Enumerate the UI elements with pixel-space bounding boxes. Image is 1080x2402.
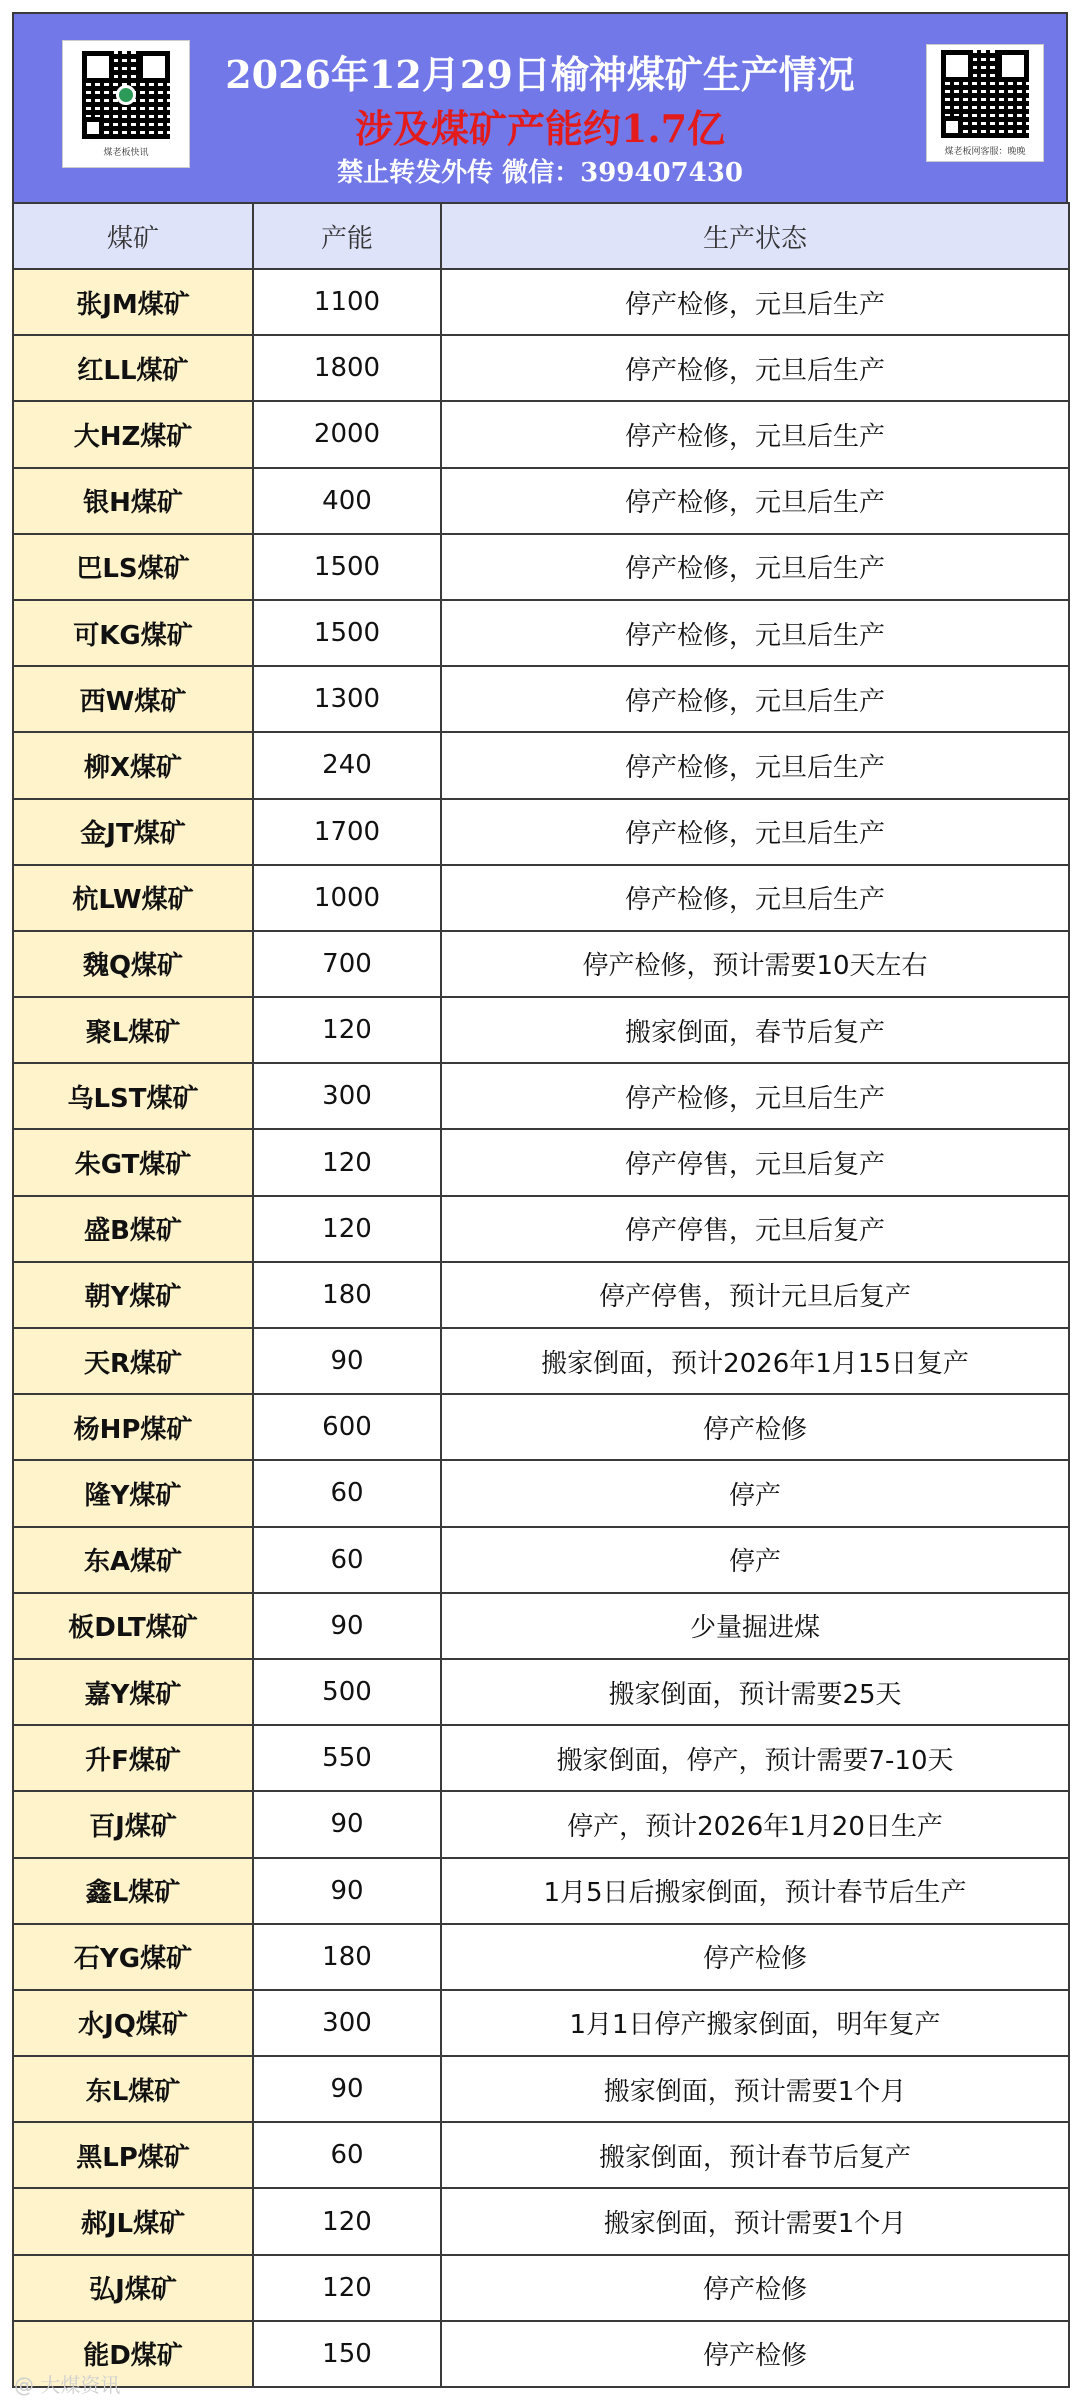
capacity-cell: 1800 [253, 335, 441, 401]
mine-name-cell: 杨HP煤矿 [13, 1394, 253, 1460]
capacity-cell: 1500 [253, 600, 441, 666]
mine-name-cell: 乌LST煤矿 [13, 1063, 253, 1129]
table-row [13, 1129, 1069, 1195]
capacity-cell: 1300 [253, 666, 441, 732]
status-cell: 搬家倒面，停产，预计需要7-10天 [441, 1725, 1069, 1791]
mine-name-cell: 隆Y煤矿 [13, 1460, 253, 1526]
table-row [13, 865, 1069, 931]
capacity-cell: 550 [253, 1725, 441, 1791]
capacity-cell: 60 [253, 1527, 441, 1593]
mine-name-cell: 朱GT煤矿 [13, 1129, 253, 1195]
status-cell: 停产检修，元旦后生产 [441, 1063, 1069, 1129]
table-row [13, 1924, 1069, 1990]
table-row [13, 1394, 1069, 1460]
mine-name-cell: 杭LW煤矿 [13, 865, 253, 931]
table-row [13, 1725, 1069, 1791]
capacity-cell: 90 [253, 2056, 441, 2122]
capacity-cell: 120 [253, 2255, 441, 2321]
table-row [13, 1659, 1069, 1725]
mine-name-cell: 银H煤矿 [13, 468, 253, 534]
status-cell: 搬家倒面，预计需要1个月 [441, 2056, 1069, 2122]
page-notice: 禁止转发外传 微信：399407430 [337, 158, 743, 188]
status-cell: 搬家倒面，预计需要1个月 [441, 2188, 1069, 2254]
table-row [13, 2255, 1069, 2321]
table-row [13, 997, 1069, 1063]
mine-name-cell: 黑LP煤矿 [13, 2122, 253, 2188]
status-cell: 搬家倒面，预计春节后复产 [441, 2122, 1069, 2188]
capacity-cell: 300 [253, 1063, 441, 1129]
mine-name-cell: 东L煤矿 [13, 2056, 253, 2122]
report-header [12, 12, 1068, 202]
status-cell: 搬家倒面，预计需要25天 [441, 1659, 1069, 1725]
mine-name-cell: 柳X煤矿 [13, 732, 253, 798]
column-header-mine: 煤矿 [13, 203, 253, 269]
capacity-cell: 120 [253, 1129, 441, 1195]
table-row [13, 1196, 1069, 1262]
watermark: @ 大煤资讯 [14, 2373, 121, 2397]
status-cell: 搬家倒面，春节后复产 [441, 997, 1069, 1063]
capacity-cell: 600 [253, 1394, 441, 1460]
mine-name-cell: 升F煤矿 [13, 1725, 253, 1791]
capacity-cell: 1700 [253, 799, 441, 865]
mine-name-cell: 巴LS煤矿 [13, 534, 253, 600]
capacity-cell: 400 [253, 468, 441, 534]
status-cell: 停产检修，元旦后生产 [441, 401, 1069, 467]
capacity-cell: 150 [253, 2321, 441, 2387]
status-cell: 停产检修，元旦后生产 [441, 269, 1069, 335]
capacity-cell: 1000 [253, 865, 441, 931]
capacity-cell: 500 [253, 1659, 441, 1725]
capacity-cell: 1500 [253, 534, 441, 600]
table-row [13, 732, 1069, 798]
qr-code-right [926, 44, 1044, 162]
capacity-cell: 2000 [253, 401, 441, 467]
table-row [13, 401, 1069, 467]
table-row [13, 1460, 1069, 1526]
capacity-cell: 1100 [253, 269, 441, 335]
mine-name-cell: 朝Y煤矿 [13, 1262, 253, 1328]
status-cell: 1月5日后搬家倒面，预计春节后生产 [441, 1858, 1069, 1924]
status-cell: 停产检修，元旦后生产 [441, 666, 1069, 732]
status-cell: 停产检修，元旦后生产 [441, 865, 1069, 931]
table-row [13, 1262, 1069, 1328]
mine-name-cell: 鑫L煤矿 [13, 1858, 253, 1924]
table-row [13, 2122, 1069, 2188]
capacity-cell: 240 [253, 732, 441, 798]
mine-name-cell: 红LL煤矿 [13, 335, 253, 401]
status-cell: 停产检修，元旦后生产 [441, 799, 1069, 865]
status-cell: 停产检修 [441, 1924, 1069, 1990]
table-row [13, 2321, 1069, 2387]
table-row [13, 2188, 1069, 2254]
table-row [13, 468, 1069, 534]
mine-name-cell: 水JQ煤矿 [13, 1990, 253, 2056]
table-row [13, 1328, 1069, 1394]
capacity-cell: 90 [253, 1791, 441, 1857]
status-cell: 搬家倒面，预计2026年1月15日复产 [441, 1328, 1069, 1394]
table-row [13, 1063, 1069, 1129]
mine-name-cell: 天R煤矿 [13, 1328, 253, 1394]
mine-name-cell: 魏Q煤矿 [13, 931, 253, 997]
capacity-cell: 120 [253, 997, 441, 1063]
status-cell: 停产停售，元旦后复产 [441, 1196, 1069, 1262]
status-cell: 停产检修，元旦后生产 [441, 600, 1069, 666]
table-row [13, 2056, 1069, 2122]
status-cell: 停产停售，预计元旦后复产 [441, 1262, 1069, 1328]
table-row [13, 269, 1069, 335]
status-cell: 停产停售，元旦后复产 [441, 1129, 1069, 1195]
mine-name-cell: 西W煤矿 [13, 666, 253, 732]
mine-name-cell: 可KG煤矿 [13, 600, 253, 666]
capacity-cell: 60 [253, 1460, 441, 1526]
mine-name-cell: 能D煤矿 [13, 2321, 253, 2387]
table-row [13, 1990, 1069, 2056]
capacity-cell: 60 [253, 2122, 441, 2188]
mine-name-cell: 嘉Y煤矿 [13, 1659, 253, 1725]
table-row [13, 1527, 1069, 1593]
status-cell: 停产 [441, 1527, 1069, 1593]
capacity-cell: 180 [253, 1262, 441, 1328]
mine-name-cell: 聚L煤矿 [13, 997, 253, 1063]
page-subtitle: 涉及煤矿产能约1.7亿 [354, 106, 726, 151]
status-cell: 停产，预计2026年1月20日生产 [441, 1791, 1069, 1857]
mine-name-cell: 弘J煤矿 [13, 2255, 253, 2321]
table-row [13, 799, 1069, 865]
qr-code-icon [941, 50, 1029, 138]
status-cell: 停产检修 [441, 1394, 1069, 1460]
mine-name-cell: 盛B煤矿 [13, 1196, 253, 1262]
mine-name-cell: 石YG煤矿 [13, 1924, 253, 1990]
table-header-row [13, 203, 1069, 269]
status-cell: 停产检修 [441, 2321, 1069, 2387]
capacity-cell: 180 [253, 1924, 441, 1990]
mine-name-cell: 大HZ煤矿 [13, 401, 253, 467]
status-cell: 停产检修，元旦后生产 [441, 534, 1069, 600]
table-row [13, 666, 1069, 732]
status-cell: 少量掘进煤 [441, 1593, 1069, 1659]
mine-name-cell: 郝JL煤矿 [13, 2188, 253, 2254]
mine-name-cell: 金JT煤矿 [13, 799, 253, 865]
mine-name-cell: 板DLT煤矿 [13, 1593, 253, 1659]
qr-left-caption: 煤老板快讯 [103, 147, 149, 158]
status-cell: 1月1日停产搬家倒面，明年复产 [441, 1990, 1069, 2056]
table-row [13, 1791, 1069, 1857]
capacity-cell: 90 [253, 1858, 441, 1924]
mine-name-cell: 张JM煤矿 [13, 269, 253, 335]
table-row [13, 600, 1069, 666]
mine-status-table [12, 202, 1070, 2388]
mine-name-cell: 东A煤矿 [13, 1527, 253, 1593]
capacity-cell: 120 [253, 2188, 441, 2254]
capacity-cell: 120 [253, 1196, 441, 1262]
table-row [13, 1858, 1069, 1924]
qr-right-caption: 煤老板网客服：晚晚 [944, 146, 1026, 157]
capacity-cell: 700 [253, 931, 441, 997]
table-row [13, 1593, 1069, 1659]
capacity-cell: 90 [253, 1593, 441, 1659]
status-cell: 停产 [441, 1460, 1069, 1526]
table-row [13, 335, 1069, 401]
status-cell: 停产检修 [441, 2255, 1069, 2321]
table-row [13, 534, 1069, 600]
status-cell: 停产检修，元旦后生产 [441, 335, 1069, 401]
table-row [13, 931, 1069, 997]
table-body [13, 269, 1069, 2387]
status-cell: 停产检修，元旦后生产 [441, 732, 1069, 798]
capacity-cell: 90 [253, 1328, 441, 1394]
capacity-cell: 300 [253, 1990, 441, 2056]
status-cell: 停产检修，预计需要10天左右 [441, 931, 1069, 997]
mine-name-cell: 百J煤矿 [13, 1791, 253, 1857]
status-cell: 停产检修，元旦后生产 [441, 468, 1069, 534]
column-header-status: 生产状态 [441, 203, 1069, 269]
page-title: 2026年12月29日榆神煤矿生产情况 [225, 52, 855, 97]
column-header-capacity: 产能 [253, 203, 441, 269]
